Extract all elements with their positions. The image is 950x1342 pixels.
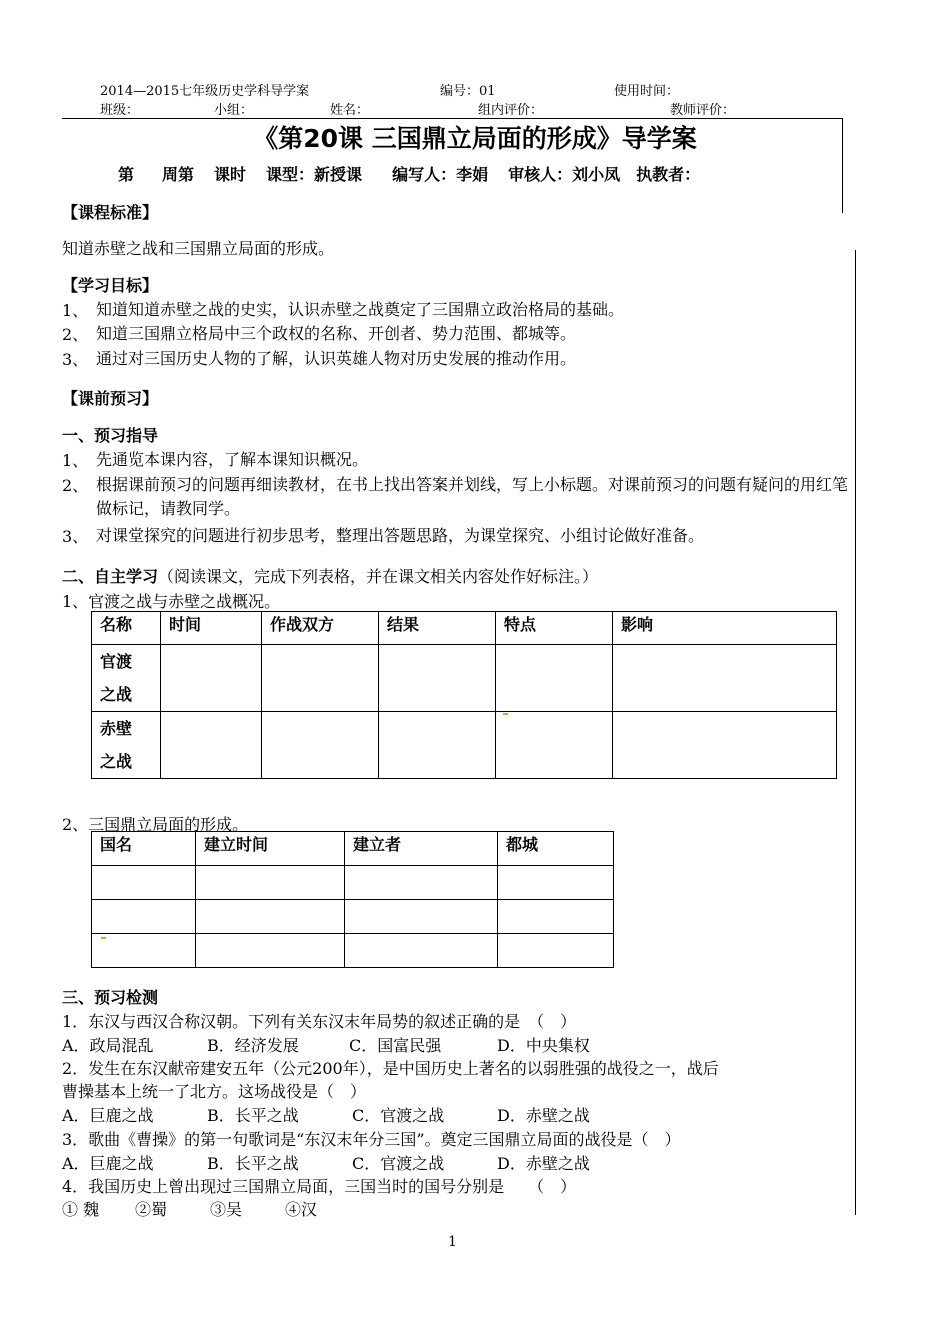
blank-cell[interactable]: [613, 712, 837, 779]
meta-line: [118, 162, 712, 185]
page-number: 1: [448, 1234, 457, 1250]
kingdoms-table: [91, 831, 614, 968]
question-1-options: [62, 1033, 590, 1056]
option: D．中央集权: [497, 1036, 590, 1055]
table-header-cell: 建立者: [345, 832, 498, 866]
blank-cell[interactable]: [379, 645, 496, 712]
battle-name-line: 之战: [100, 685, 133, 704]
question-3-options: [62, 1151, 590, 1174]
question-4: 4．我国历史上曾出现过三国鼎立局面，三国当时的国号分别是 （ ）: [62, 1177, 577, 1196]
option: B．长平之战: [207, 1106, 299, 1125]
header-course: 2014—2015七年级历史学科导学案: [100, 84, 310, 99]
table2-caption: 2、三国鼎立局面的形成。: [62, 815, 249, 834]
goals-heading: 【学习目标】: [62, 276, 159, 295]
table-header-cell: 都城: [498, 832, 614, 866]
ink-mark: [101, 937, 106, 939]
guide-num: 1、: [62, 451, 89, 470]
goal-num: 2、: [62, 325, 89, 344]
question-2-line2: 曹操基本上统一了北方。这场战役是（ ）: [62, 1082, 367, 1101]
question-4-options: [62, 1197, 317, 1220]
table-header-row: [92, 832, 614, 866]
blank-cell[interactable]: [345, 900, 498, 934]
guide-text: 根据课前预习的问题再细读教材，在书上找出答案并划线，写上小标题。对课前预习的问题有疑问的用红笔做标记，请教同学。: [96, 475, 849, 518]
goal-text: 知道知道赤壁之战的史实，认识赤壁之战奠定了三国鼎立政治格局的基础。: [96, 300, 625, 319]
goal-text: 知道三国鼎立格局中三个政权的名称、开创者、势力范围、都城等。: [96, 324, 577, 343]
table-row: [92, 712, 837, 779]
option: B．经济发展: [207, 1036, 299, 1055]
option: A．巨鹿之战: [62, 1106, 154, 1125]
guide-text: 对课堂探究的问题进行初步思考，整理出答题思路，为课堂探究、小组讨论做好准备。: [96, 526, 705, 545]
option: D．赤壁之战: [497, 1154, 590, 1173]
option: C．官渡之战: [352, 1154, 445, 1173]
goal-text: 通过对三国历史人物的了解，认识英雄人物对历史发展的推动作用。: [96, 349, 577, 368]
table-header-cell: 结果: [379, 612, 496, 645]
header-name: 姓名：: [330, 103, 370, 118]
question-1: 1．东汉与西汉合称汉朝。下列有关东汉末年局势的叙述正确的是 （ ）: [62, 1012, 577, 1031]
blank-cell[interactable]: [262, 645, 379, 712]
blank-cell[interactable]: [496, 645, 613, 712]
ink-mark: [503, 713, 508, 715]
goal-num: 1、: [62, 301, 89, 320]
battle-name-cell: [92, 712, 161, 779]
blank-cell[interactable]: [345, 866, 498, 900]
table-header-cell: 国名: [92, 832, 196, 866]
self-study-line: [62, 564, 598, 587]
meta-week-no: 周第: [162, 165, 195, 184]
option: ②蜀: [135, 1200, 168, 1219]
table-header-cell: 名称: [92, 612, 161, 645]
table-row: [92, 866, 614, 900]
blank-cell[interactable]: [613, 645, 837, 712]
meta-teacher: 执教者：: [636, 165, 701, 184]
blank-cell[interactable]: [379, 712, 496, 779]
header-group-eval: 组内评价：: [478, 103, 544, 118]
blank-cell[interactable]: [92, 866, 196, 900]
meta-week: 第: [118, 165, 135, 184]
guide-heading: 一、预习指导: [62, 426, 159, 445]
table-header-cell: 影响: [613, 612, 837, 645]
table-header-cell: 建立时间: [196, 832, 345, 866]
preview-heading: 【课前预习】: [62, 389, 159, 408]
guide-num: 2、: [62, 476, 89, 495]
option: ③吴: [210, 1200, 243, 1219]
blank-cell[interactable]: [196, 900, 345, 934]
option: B．长平之战: [207, 1154, 299, 1173]
blank-cell[interactable]: [196, 934, 345, 968]
question-2-line1: 2．发生在东汉献帝建安五年（公元200年），是中国历史上著名的以弱胜强的战役之一，战后: [62, 1059, 719, 1078]
self-study-heading: 二、自主学习: [62, 567, 159, 586]
blank-cell[interactable]: [498, 934, 614, 968]
blank-cell[interactable]: [498, 900, 614, 934]
header-teacher-eval: 教师评价：: [670, 103, 736, 118]
table-row: [92, 900, 614, 934]
check-heading: 三、预习检测: [62, 988, 159, 1007]
right-border: [855, 250, 856, 1215]
battle-name-cell: [92, 645, 161, 712]
blank-cell[interactable]: [345, 934, 498, 968]
table-header-cell: 时间: [161, 612, 262, 645]
blank-cell[interactable]: [92, 900, 196, 934]
meta-reviewer: 审核人：刘小凤: [508, 165, 621, 184]
blank-cell[interactable]: [196, 866, 345, 900]
option: A．巨鹿之战: [62, 1154, 154, 1173]
blank-cell[interactable]: [496, 712, 613, 779]
battles-table: [91, 611, 837, 779]
meta-period: 课时: [214, 165, 247, 184]
standard-text: 知道赤壁之战和三国鼎立局面的形成。: [62, 239, 335, 258]
blank-cell[interactable]: [161, 645, 262, 712]
meta-author: 编写人：李娟: [392, 165, 489, 184]
table-row: [92, 645, 837, 712]
blank-cell[interactable]: [262, 712, 379, 779]
table1-caption: 1、官渡之战与赤壁之战概况。: [62, 592, 281, 611]
table-header-row: [92, 612, 837, 645]
page-title: 《第20课 三国鼎立局面的形成》导学案: [253, 124, 697, 153]
question-3: 3．歌曲《曹操》的第一句歌词是“东汉末年分三国”。奠定三国鼎立局面的战役是（ ）: [62, 1130, 681, 1149]
header-group: 小组：: [214, 103, 254, 118]
option: C．官渡之战: [352, 1106, 445, 1125]
table-row: [92, 934, 614, 968]
blank-cell[interactable]: [498, 866, 614, 900]
blank-cell[interactable]: [92, 934, 196, 968]
battle-name-line: 赤壁: [100, 719, 133, 738]
option: C．国富民强: [349, 1036, 442, 1055]
table-header-cell: 作战双方: [262, 612, 379, 645]
battle-name-line: 官渡: [100, 652, 133, 671]
standard-heading: 【课程标准】: [62, 203, 159, 222]
header-class: 班级：: [100, 103, 140, 118]
battle-name-line: 之战: [100, 752, 133, 771]
goal-num: 3、: [62, 350, 89, 369]
question-2-options: [62, 1103, 590, 1126]
meta-type: 课型：新授课: [266, 165, 363, 184]
table-header-cell: 特点: [496, 612, 613, 645]
guide-text: 先通览本课内容，了解本课知识概况。: [96, 450, 369, 469]
header-usage-time: 使用时间：: [614, 84, 680, 99]
option: ④汉: [285, 1200, 318, 1219]
self-study-note: （阅读课文，完成下列表格，并在课文相关内容处作好标注。）: [158, 567, 599, 586]
blank-cell[interactable]: [161, 712, 262, 779]
option: ① 魏: [62, 1200, 100, 1219]
header-number: 编号：01: [440, 84, 496, 99]
guide-num: 3、: [62, 527, 89, 546]
option: A．政局混乱: [62, 1036, 154, 1055]
option: D．赤壁之战: [497, 1106, 590, 1125]
